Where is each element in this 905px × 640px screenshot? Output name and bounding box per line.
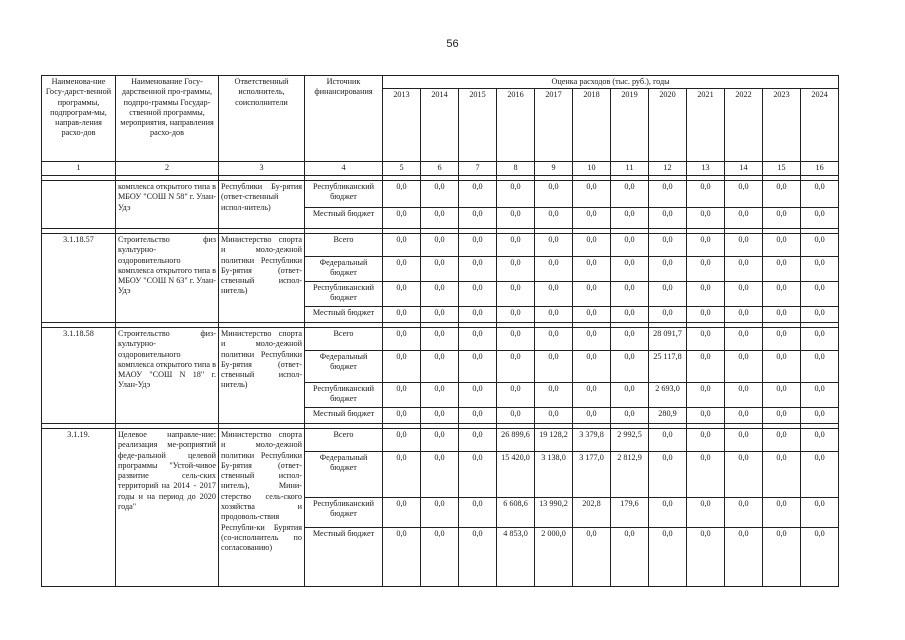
expense-value: 0,0 bbox=[497, 282, 535, 307]
expense-value: 0,0 bbox=[649, 257, 687, 282]
expense-value: 0,0 bbox=[801, 181, 839, 208]
expense-value: 0,0 bbox=[573, 383, 611, 408]
expense-value: 0,0 bbox=[421, 282, 459, 307]
expense-value: 0,0 bbox=[725, 452, 763, 498]
expense-value: 0,0 bbox=[649, 307, 687, 323]
expense-value: 0,0 bbox=[763, 307, 801, 323]
funding-source: Федеральный бюджет bbox=[305, 351, 383, 383]
funding-source: Республиканский бюджет bbox=[305, 498, 383, 528]
expense-value: 0,0 bbox=[573, 181, 611, 208]
funding-source: Местный бюджет bbox=[305, 528, 383, 587]
expense-value: 0,0 bbox=[421, 408, 459, 424]
expense-value: 0,0 bbox=[535, 351, 573, 383]
expense-value: 0,0 bbox=[535, 257, 573, 282]
expense-value: 0,0 bbox=[763, 208, 801, 229]
expense-value: 0,0 bbox=[801, 328, 839, 351]
expense-value: 0,0 bbox=[801, 208, 839, 229]
year-header: 2013 bbox=[383, 89, 421, 162]
expense-value: 0,0 bbox=[383, 257, 421, 282]
expense-value: 4 853,0 bbox=[497, 528, 535, 587]
header-estimate: Оценка расходов (тыс. руб.), годы bbox=[383, 76, 839, 89]
expense-value: 0,0 bbox=[649, 181, 687, 208]
expense-value: 0,0 bbox=[383, 408, 421, 424]
expense-value: 2 693,0 bbox=[649, 383, 687, 408]
program-executor: Министерство спорта и моло-дежной политики Республики Бу-рятия (ответ-ственный испол-нитель) bbox=[219, 234, 305, 323]
year-header: 2023 bbox=[763, 89, 801, 162]
expense-value: 0,0 bbox=[763, 408, 801, 424]
expense-value: 0,0 bbox=[573, 282, 611, 307]
expense-value: 0,0 bbox=[497, 383, 535, 408]
column-index-cell: 8 bbox=[497, 162, 535, 176]
expense-value: 179,6 bbox=[611, 498, 649, 528]
expense-value: 0,0 bbox=[611, 408, 649, 424]
expense-value: 0,0 bbox=[801, 307, 839, 323]
column-index-cell: 10 bbox=[573, 162, 611, 176]
table-row bbox=[42, 328, 839, 351]
expense-value: 0,0 bbox=[763, 498, 801, 528]
expense-value: 0,0 bbox=[421, 234, 459, 257]
expense-value: 0,0 bbox=[459, 408, 497, 424]
expense-value: 0,0 bbox=[383, 528, 421, 587]
expense-value: 0,0 bbox=[497, 181, 535, 208]
year-header: 2017 bbox=[535, 89, 573, 162]
expense-value: 0,0 bbox=[383, 181, 421, 208]
column-index-cell: 5 bbox=[383, 162, 421, 176]
expense-value: 0,0 bbox=[725, 498, 763, 528]
expense-value: 0,0 bbox=[535, 234, 573, 257]
expense-value: 0,0 bbox=[687, 234, 725, 257]
expense-value: 0,0 bbox=[497, 351, 535, 383]
expense-value: 0,0 bbox=[687, 452, 725, 498]
funding-source: Федеральный бюджет bbox=[305, 452, 383, 498]
funding-source: Всего bbox=[305, 328, 383, 351]
expense-value: 0,0 bbox=[801, 498, 839, 528]
column-index-cell: 7 bbox=[459, 162, 497, 176]
expense-value: 0,0 bbox=[573, 208, 611, 229]
expense-value: 0,0 bbox=[687, 429, 725, 452]
expense-value: 0,0 bbox=[421, 498, 459, 528]
expense-value: 0,0 bbox=[421, 429, 459, 452]
expense-value: 0,0 bbox=[383, 351, 421, 383]
header-funding-source: Источник финансирования bbox=[305, 76, 383, 162]
expense-value: 202,8 bbox=[573, 498, 611, 528]
funding-source: Республиканский бюджет bbox=[305, 181, 383, 208]
expense-value: 0,0 bbox=[763, 328, 801, 351]
expense-value: 0,0 bbox=[611, 328, 649, 351]
expense-value: 15 420,0 bbox=[497, 452, 535, 498]
expense-value: 0,0 bbox=[421, 208, 459, 229]
expense-value: 0,0 bbox=[459, 328, 497, 351]
expense-value: 0,0 bbox=[649, 528, 687, 587]
funding-source: Местный бюджет bbox=[305, 307, 383, 323]
expense-value: 0,0 bbox=[459, 498, 497, 528]
expense-value: 0,0 bbox=[687, 208, 725, 229]
column-index-cell: 6 bbox=[421, 162, 459, 176]
expense-value: 0,0 bbox=[687, 383, 725, 408]
expense-value: 0,0 bbox=[687, 282, 725, 307]
expense-value: 0,0 bbox=[459, 181, 497, 208]
expense-value: 280,9 bbox=[649, 408, 687, 424]
expense-value: 26 899,6 bbox=[497, 429, 535, 452]
year-header: 2022 bbox=[725, 89, 763, 162]
expense-value: 0,0 bbox=[459, 257, 497, 282]
expense-value: 0,0 bbox=[573, 408, 611, 424]
expense-value: 0,0 bbox=[801, 452, 839, 498]
expense-value: 0,0 bbox=[497, 234, 535, 257]
expense-value: 3 379,8 bbox=[573, 429, 611, 452]
column-index-cell: 11 bbox=[611, 162, 649, 176]
expense-value: 0,0 bbox=[459, 429, 497, 452]
expense-value: 0,0 bbox=[687, 528, 725, 587]
expense-value: 13 990,2 bbox=[535, 498, 573, 528]
year-header: 2015 bbox=[459, 89, 497, 162]
expense-value: 0,0 bbox=[763, 351, 801, 383]
expense-value: 0,0 bbox=[801, 408, 839, 424]
program-name: Целевое направле-ние: реализация ме-роприятий феде-ральной целевой программы "Устой-чивое развитие сель-ских территорий на 2014 - 2017 годы и на период до 2020 года" bbox=[116, 429, 219, 587]
table-header bbox=[42, 76, 839, 176]
expense-value: 0,0 bbox=[573, 328, 611, 351]
expense-value: 0,0 bbox=[801, 383, 839, 408]
table-row bbox=[42, 181, 839, 208]
year-header: 2014 bbox=[421, 89, 459, 162]
expense-value: 0,0 bbox=[459, 383, 497, 408]
expense-value: 0,0 bbox=[383, 328, 421, 351]
expense-value: 0,0 bbox=[763, 234, 801, 257]
year-header: 2020 bbox=[649, 89, 687, 162]
expense-value: 0,0 bbox=[687, 498, 725, 528]
expense-value: 0,0 bbox=[725, 234, 763, 257]
expense-value: 0,0 bbox=[725, 328, 763, 351]
expense-value: 0,0 bbox=[649, 452, 687, 498]
expense-value: 0,0 bbox=[421, 307, 459, 323]
expense-value: 0,0 bbox=[763, 282, 801, 307]
funding-source: Республиканский бюджет bbox=[305, 383, 383, 408]
expense-table bbox=[41, 75, 839, 587]
column-index-row bbox=[42, 162, 839, 176]
expense-value: 0,0 bbox=[725, 383, 763, 408]
expense-value: 0,0 bbox=[497, 208, 535, 229]
expense-value: 0,0 bbox=[763, 383, 801, 408]
expense-value: 0,0 bbox=[459, 351, 497, 383]
expense-value: 0,0 bbox=[649, 208, 687, 229]
column-index-cell: 4 bbox=[305, 162, 383, 176]
expense-value: 0,0 bbox=[421, 328, 459, 351]
column-index-cell: 9 bbox=[535, 162, 573, 176]
expense-value: 0,0 bbox=[573, 351, 611, 383]
expense-value: 0,0 bbox=[725, 208, 763, 229]
expense-value: 0,0 bbox=[497, 328, 535, 351]
page-number: 56 bbox=[446, 38, 459, 50]
expense-value: 28 091,7 bbox=[649, 328, 687, 351]
program-code bbox=[42, 181, 116, 229]
expense-value: 0,0 bbox=[611, 351, 649, 383]
expense-value: 0,0 bbox=[459, 528, 497, 587]
expense-value: 0,0 bbox=[763, 257, 801, 282]
expense-value: 0,0 bbox=[383, 282, 421, 307]
header-executor: Ответственный исполнитель, соисполнители bbox=[219, 76, 305, 162]
expense-value: 0,0 bbox=[611, 181, 649, 208]
expense-value: 0,0 bbox=[611, 282, 649, 307]
expense-value: 0,0 bbox=[383, 234, 421, 257]
expense-value: 0,0 bbox=[383, 429, 421, 452]
expense-value: 2 812,9 bbox=[611, 452, 649, 498]
expense-value: 0,0 bbox=[535, 181, 573, 208]
expense-value: 0,0 bbox=[611, 528, 649, 587]
expense-value: 0,0 bbox=[687, 307, 725, 323]
expense-value: 0,0 bbox=[763, 429, 801, 452]
program-name: Строительство физ-культурно-оздоровительного комплекса открытого типа в МАОУ "СОШ N 18" г. Улан-Удэ bbox=[116, 328, 219, 424]
expense-value: 0,0 bbox=[535, 307, 573, 323]
expense-value: 0,0 bbox=[725, 429, 763, 452]
expense-value: 0,0 bbox=[535, 282, 573, 307]
expense-value: 25 117,8 bbox=[649, 351, 687, 383]
year-header: 2021 bbox=[687, 89, 725, 162]
expense-value: 0,0 bbox=[611, 383, 649, 408]
year-header: 2024 bbox=[801, 89, 839, 162]
program-code: 3.1.18.57 bbox=[42, 234, 116, 323]
column-index-cell: 13 bbox=[687, 162, 725, 176]
expense-value: 0,0 bbox=[573, 257, 611, 282]
expense-value: 0,0 bbox=[459, 307, 497, 323]
expense-value: 0,0 bbox=[687, 257, 725, 282]
expense-value: 0,0 bbox=[421, 181, 459, 208]
expense-value: 0,0 bbox=[725, 282, 763, 307]
expense-value: 0,0 bbox=[801, 528, 839, 587]
program-code: 3.1.18.58 bbox=[42, 328, 116, 424]
program-name: комплекса открытого типа в МБОУ "СОШ N 58" г. Улан-Удэ bbox=[116, 181, 219, 229]
year-header: 2016 bbox=[497, 89, 535, 162]
column-index-cell: 14 bbox=[725, 162, 763, 176]
program-executor: Республики Бу-рятия (ответ-ственный испол-нитель) bbox=[219, 181, 305, 229]
expense-value: 0,0 bbox=[611, 234, 649, 257]
expense-value: 0,0 bbox=[421, 257, 459, 282]
expense-value: 0,0 bbox=[725, 181, 763, 208]
funding-source: Местный бюджет bbox=[305, 208, 383, 229]
expense-value: 0,0 bbox=[535, 408, 573, 424]
table-body bbox=[42, 176, 839, 587]
expense-value: 0,0 bbox=[459, 208, 497, 229]
expense-value: 0,0 bbox=[801, 351, 839, 383]
header-program-title: Наименование Госу-дарственной про-граммы, подпро-граммы Государ-ственной программы, мероприятия, направления расхо-дов bbox=[116, 76, 219, 162]
column-index-cell: 12 bbox=[649, 162, 687, 176]
funding-source: Местный бюджет bbox=[305, 408, 383, 424]
expense-value: 0,0 bbox=[383, 208, 421, 229]
funding-source: Федеральный бюджет bbox=[305, 257, 383, 282]
expense-value: 0,0 bbox=[687, 408, 725, 424]
expense-value: 0,0 bbox=[573, 234, 611, 257]
expense-value: 0,0 bbox=[763, 452, 801, 498]
expense-value: 0,0 bbox=[383, 498, 421, 528]
funding-source: Республиканский бюджет bbox=[305, 282, 383, 307]
expense-value: 0,0 bbox=[383, 307, 421, 323]
column-index-cell: 3 bbox=[219, 162, 305, 176]
expense-value: 0,0 bbox=[725, 351, 763, 383]
expense-value: 0,0 bbox=[535, 328, 573, 351]
expense-value: 0,0 bbox=[421, 383, 459, 408]
expense-value: 0,0 bbox=[497, 257, 535, 282]
expense-value: 0,0 bbox=[535, 383, 573, 408]
expense-value: 19 128,2 bbox=[535, 429, 573, 452]
expense-value: 0,0 bbox=[421, 528, 459, 587]
expense-value: 0,0 bbox=[421, 452, 459, 498]
expense-value: 0,0 bbox=[801, 257, 839, 282]
expense-value: 0,0 bbox=[725, 307, 763, 323]
expense-value: 0,0 bbox=[687, 328, 725, 351]
expense-value: 2 000,0 bbox=[535, 528, 573, 587]
expense-value: 0,0 bbox=[573, 307, 611, 323]
expense-value: 0,0 bbox=[763, 528, 801, 587]
table-row bbox=[42, 234, 839, 257]
expense-value: 0,0 bbox=[611, 257, 649, 282]
program-code: 3.1.19. bbox=[42, 429, 116, 587]
expense-value: 0,0 bbox=[535, 208, 573, 229]
expense-value: 0,0 bbox=[497, 408, 535, 424]
expense-value: 0,0 bbox=[497, 307, 535, 323]
column-index-cell: 2 bbox=[116, 162, 219, 176]
column-index-cell: 15 bbox=[763, 162, 801, 176]
expense-value: 6 608,6 bbox=[497, 498, 535, 528]
funding-source: Всего bbox=[305, 234, 383, 257]
program-executor: Министерство спорта и моло-дежной политики Республики Бу-рятия (ответ-ственный испол-нитель) bbox=[219, 328, 305, 424]
year-header: 2019 bbox=[611, 89, 649, 162]
year-header: 2018 bbox=[573, 89, 611, 162]
expense-value: 0,0 bbox=[459, 234, 497, 257]
expense-value: 0,0 bbox=[649, 282, 687, 307]
expense-value: 0,0 bbox=[725, 528, 763, 587]
expense-value: 0,0 bbox=[573, 528, 611, 587]
expense-value: 0,0 bbox=[801, 429, 839, 452]
program-name: Строительство физ культурно-оздоровительного комплекса открытого типа в МБОУ "СОШ N 63" г. Улан-Удэ bbox=[116, 234, 219, 323]
header-program-name: Наименова-ние Госу-дарст-венной программы, подпрограм-мы, направ-ления расхо-дов bbox=[42, 76, 116, 162]
expense-value: 0,0 bbox=[649, 234, 687, 257]
expense-value: 0,0 bbox=[459, 452, 497, 498]
program-executor: Министерство спорта и моло-дежной политики Республики Бу-рятия (ответ-ственный испол-нитель), Мини-стерство сель-ского хозяйства и продоволь-ствия Республи-ки Бурятия (со-исполнитель по согласованию) bbox=[219, 429, 305, 587]
expense-value: 0,0 bbox=[763, 181, 801, 208]
expense-value: 0,0 bbox=[383, 452, 421, 498]
column-index-cell: 1 bbox=[42, 162, 116, 176]
expense-value: 0,0 bbox=[687, 181, 725, 208]
expense-value: 0,0 bbox=[611, 307, 649, 323]
expense-value: 2 992,5 bbox=[611, 429, 649, 452]
column-index-cell: 16 bbox=[801, 162, 839, 176]
expense-value: 0,0 bbox=[459, 282, 497, 307]
expense-value: 0,0 bbox=[649, 429, 687, 452]
expense-value: 0,0 bbox=[611, 208, 649, 229]
expense-value: 0,0 bbox=[649, 498, 687, 528]
funding-source: Всего bbox=[305, 429, 383, 452]
expense-value: 0,0 bbox=[383, 383, 421, 408]
table-row bbox=[42, 429, 839, 452]
expense-value: 0,0 bbox=[687, 351, 725, 383]
expense-value: 3 138,0 bbox=[535, 452, 573, 498]
expense-value: 0,0 bbox=[801, 234, 839, 257]
expense-value: 3 177,0 bbox=[573, 452, 611, 498]
expense-value: 0,0 bbox=[801, 282, 839, 307]
expense-value: 0,0 bbox=[421, 351, 459, 383]
expense-value: 0,0 bbox=[725, 257, 763, 282]
expense-value: 0,0 bbox=[725, 408, 763, 424]
